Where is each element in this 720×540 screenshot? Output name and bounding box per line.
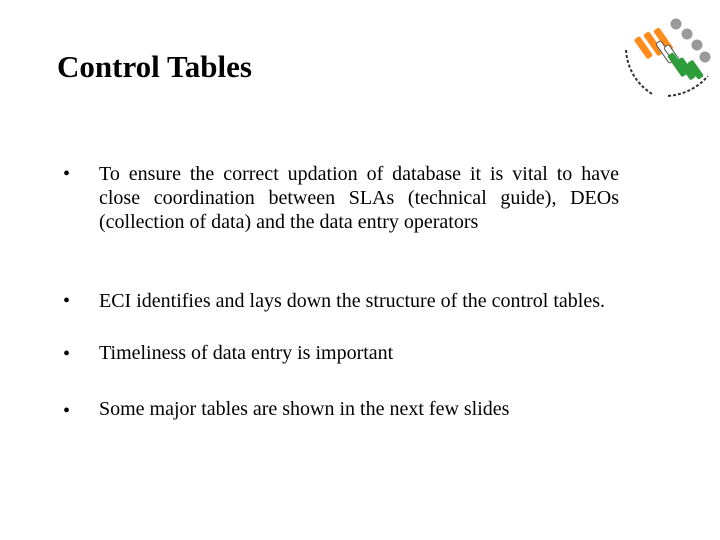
bullet-text: Some major tables are shown in the next few slides [99,398,510,420]
bullet-text: ECI identifies and lays down the structure of the control tables. [99,290,605,312]
bullet-marker: • [63,163,71,185]
bullet-marker: • [63,343,71,365]
bullet-marker: • [63,290,71,312]
bullet-text: Timeliness of data entry is important [99,342,394,364]
bullet-text: To ensure the correct updation of database it is vital to have close coordination between SLAs (technical guide), DEOs (collection of data) and the data entry operators [99,163,619,233]
election-commission-logo-icon [612,10,716,110]
bullet-marker: • [63,400,71,422]
slide-title: Control Tables [57,49,252,84]
